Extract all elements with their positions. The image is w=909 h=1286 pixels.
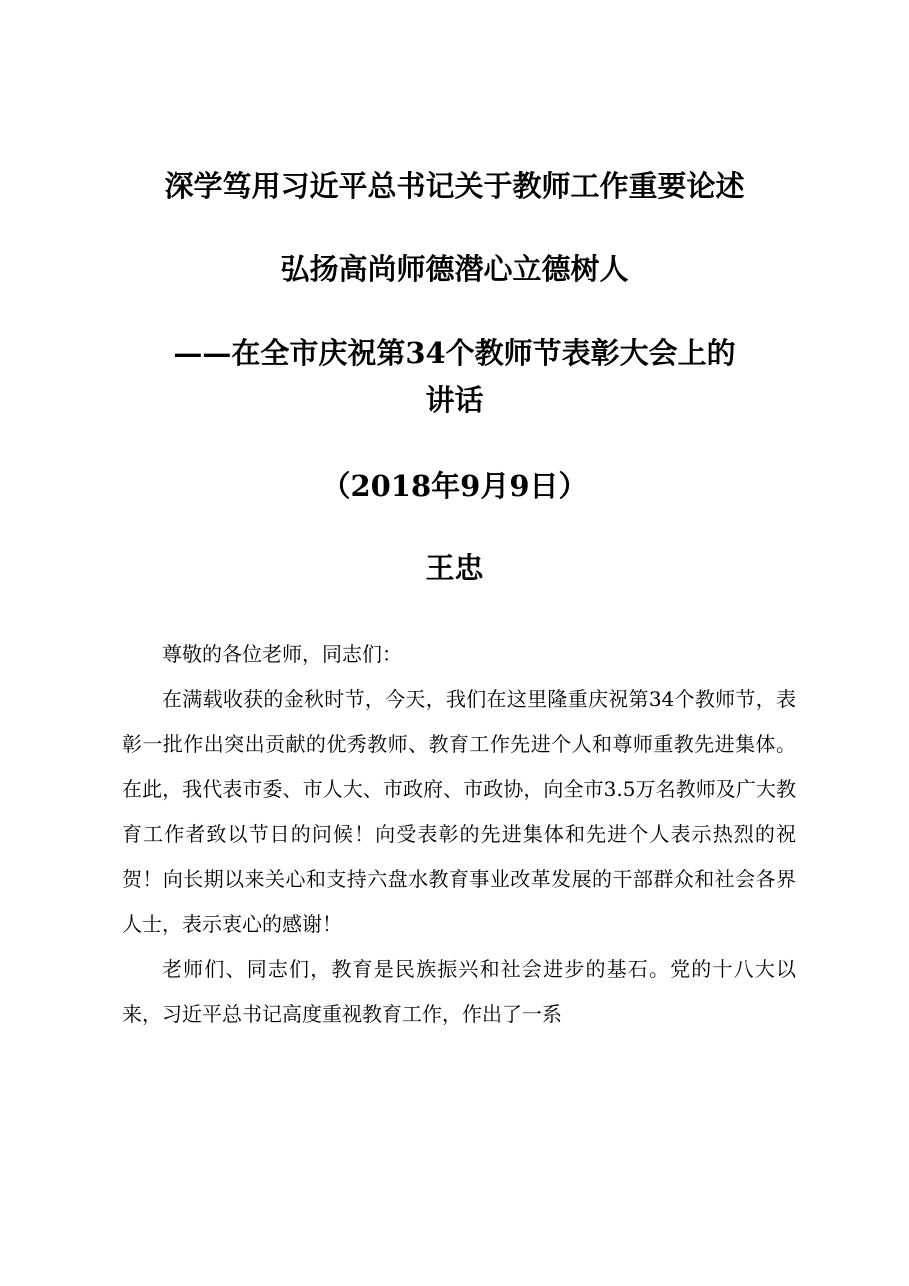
title-line-2: 弘扬高尚师德潜心立德树人 xyxy=(280,252,629,286)
title-line-1: 深学笃用习近平总书记关于教师工作重要论述 xyxy=(164,169,745,203)
speech-date: （2018年9月9日） xyxy=(321,469,588,503)
author-name: 王忠 xyxy=(425,551,484,585)
salutation: 尊敬的各位老师，同志们： xyxy=(162,642,402,666)
subtitle-line-1: ——在全市庆祝第34个教师节表彰大会上的 xyxy=(173,336,736,370)
paragraph-1: 在满载收获的金秋时节，今天，我们在这里隆重庆祝第34个教师节，表彰一批作出突出贡献的优秀教师、教育工作先进个人和尊师重教先进集体。在此，我代表市委、市人大、市政府、市政协，向全市3.5万名教师及广大教育工作者致以节日的问候！向受表彰的先进集体和先进个人表示热烈的祝贺！向长期以来关心和支持六盘水教育事业改革发展的干部群众和社会各界人士，表示衷心的感谢！ xyxy=(122,687,796,936)
paragraph-2: 老师们、同志们，教育是民族振兴和社会进步的基石。党的十八大以来，习近平总书记高度重视教育工作，作出了一系 xyxy=(122,957,796,1026)
speech-body xyxy=(122,632,796,1037)
subtitle-line-2: 讲话 xyxy=(425,383,484,417)
